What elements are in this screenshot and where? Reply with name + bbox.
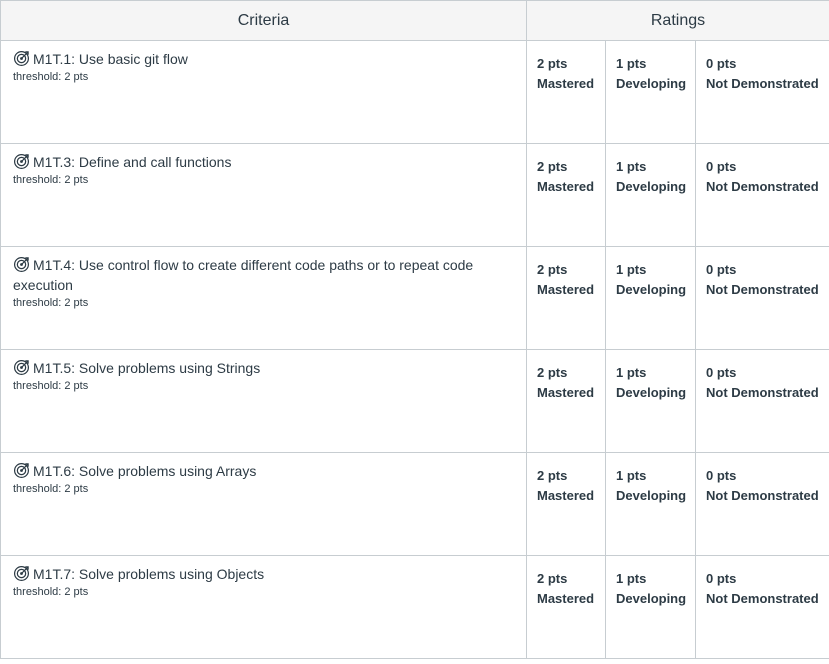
rating-description: Mastered <box>537 76 595 91</box>
rating-points: 0 pts <box>706 571 737 586</box>
criterion-cell <box>1 247 527 349</box>
criterion-title-text: M1T.4: Use control flow to create different code paths or to repeat code execution <box>13 257 474 293</box>
rating-developing[interactable] <box>606 144 696 246</box>
outcome-target-icon <box>13 153 30 170</box>
rating-mastered[interactable] <box>527 556 606 658</box>
criterion-title-text: M1T.1: Use basic git flow <box>33 51 188 67</box>
rating-points: 0 pts <box>706 262 737 277</box>
rating-description: Developing <box>616 179 687 194</box>
criterion-row <box>1 247 829 350</box>
rating-mastered[interactable] <box>527 453 606 555</box>
rating-not-demonstrated[interactable] <box>696 350 829 452</box>
rating-not-demonstrated[interactable] <box>696 41 829 143</box>
rating-mastered[interactable] <box>527 144 606 246</box>
rating-points: 1 pts <box>616 159 647 174</box>
rating-points: 0 pts <box>706 365 737 380</box>
rating-points: 1 pts <box>616 56 647 71</box>
rating-points: 0 pts <box>706 56 737 71</box>
rating-description: Not Demonstrated <box>706 179 819 194</box>
criteria-header: Criteria <box>1 1 527 40</box>
rating-not-demonstrated[interactable] <box>696 144 829 246</box>
rating-not-demonstrated[interactable] <box>696 247 829 349</box>
rating-description: Not Demonstrated <box>706 488 819 503</box>
ratings-header: Ratings <box>527 1 829 40</box>
criterion-cell <box>1 144 527 246</box>
rating-points: 0 pts <box>706 468 737 483</box>
criterion-title <box>13 564 526 584</box>
outcome-target-icon <box>13 256 30 273</box>
criterion-row <box>1 556 829 659</box>
criterion-cell <box>1 453 527 555</box>
criterion-threshold: threshold: 2 pts <box>13 174 89 186</box>
rating-points: 2 pts <box>537 262 568 277</box>
rating-not-demonstrated[interactable] <box>696 453 829 555</box>
rating-description: Not Demonstrated <box>706 385 819 400</box>
rating-points: 2 pts <box>537 56 568 71</box>
rating-description: Mastered <box>537 179 595 194</box>
criterion-cell <box>1 556 527 658</box>
rating-description: Mastered <box>537 488 595 503</box>
criterion-row <box>1 453 829 556</box>
rating-developing[interactable] <box>606 41 696 143</box>
criterion-title <box>13 49 526 69</box>
rating-points: 2 pts <box>537 159 568 174</box>
rating-developing[interactable] <box>606 247 696 349</box>
criterion-threshold: threshold: 2 pts <box>13 380 89 392</box>
rating-description: Developing <box>616 282 687 297</box>
outcome-target-icon <box>13 462 30 479</box>
rating-description: Not Demonstrated <box>706 282 819 297</box>
criterion-title-text: M1T.5: Solve problems using Strings <box>33 360 261 376</box>
rating-description: Not Demonstrated <box>706 76 819 91</box>
criterion-cell <box>1 350 527 452</box>
rating-points: 2 pts <box>537 468 568 483</box>
rating-points: 1 pts <box>616 365 647 380</box>
criterion-cell <box>1 41 527 143</box>
criterion-title <box>13 358 526 378</box>
rating-points: 1 pts <box>616 262 647 277</box>
rating-description: Developing <box>616 591 687 606</box>
rating-description: Mastered <box>537 385 595 400</box>
rubric-header <box>1 1 829 41</box>
criterion-title-text: M1T.3: Define and call functions <box>33 154 232 170</box>
criterion-title <box>13 255 526 295</box>
criterion-threshold: threshold: 2 pts <box>13 483 89 495</box>
rating-points: 1 pts <box>616 571 647 586</box>
rating-mastered[interactable] <box>527 247 606 349</box>
rating-developing[interactable] <box>606 453 696 555</box>
rating-description: Developing <box>616 488 687 503</box>
outcome-target-icon <box>13 565 30 582</box>
rating-description: Not Demonstrated <box>706 591 819 606</box>
rating-points: 0 pts <box>706 159 737 174</box>
criterion-row <box>1 350 829 453</box>
outcome-target-icon <box>13 50 30 67</box>
rating-description: Mastered <box>537 591 595 606</box>
rating-mastered[interactable] <box>527 350 606 452</box>
criterion-title <box>13 152 526 172</box>
criterion-threshold: threshold: 2 pts <box>13 71 89 83</box>
criterion-row <box>1 144 829 247</box>
rating-developing[interactable] <box>606 350 696 452</box>
criterion-title-text: M1T.7: Solve problems using Objects <box>33 566 265 582</box>
rating-points: 2 pts <box>537 571 568 586</box>
criterion-threshold: threshold: 2 pts <box>13 297 89 309</box>
rating-not-demonstrated[interactable] <box>696 556 829 658</box>
rating-mastered[interactable] <box>527 41 606 143</box>
outcome-target-icon <box>13 359 30 376</box>
rating-points: 1 pts <box>616 468 647 483</box>
rating-description: Developing <box>616 385 687 400</box>
criterion-threshold: threshold: 2 pts <box>13 586 89 598</box>
rating-points: 2 pts <box>537 365 568 380</box>
criterion-title-text: M1T.6: Solve problems using Arrays <box>33 463 257 479</box>
rating-developing[interactable] <box>606 556 696 658</box>
criterion-title <box>13 461 526 481</box>
rating-description: Developing <box>616 76 687 91</box>
rating-description: Mastered <box>537 282 595 297</box>
criterion-row <box>1 41 829 144</box>
